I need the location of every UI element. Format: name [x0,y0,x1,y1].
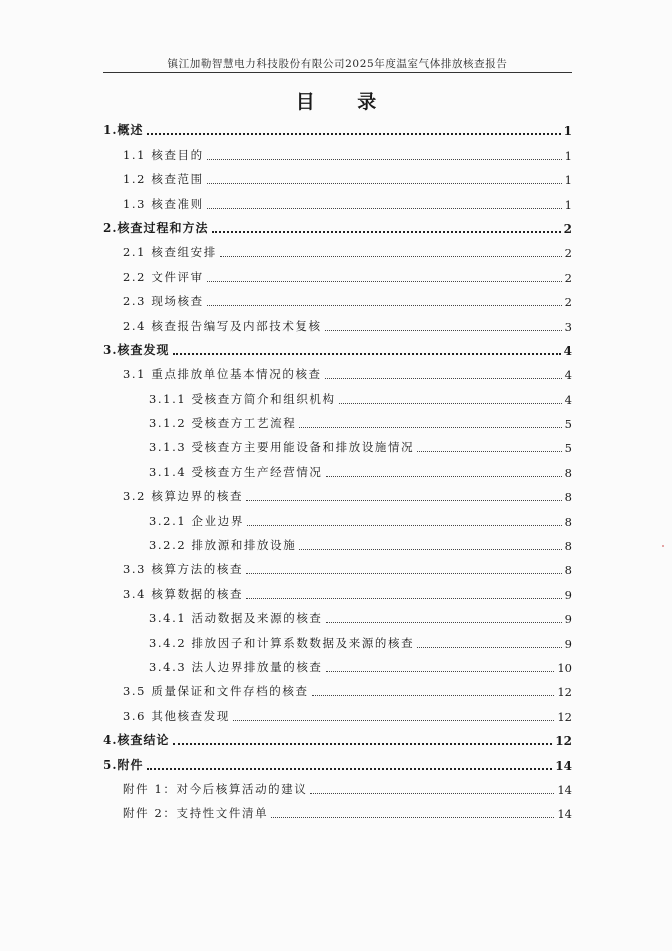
toc-entry-page-number: 9 [564,587,572,602]
toc-entry-page-number: 12 [557,685,572,700]
dot-leader [207,159,562,160]
margin-mark [662,545,664,547]
toc-entry-page-number: 8 [564,465,572,480]
toc-entry-page-number: 8 [564,563,572,578]
dot-leader [207,208,562,209]
toc-entry[interactable] [103,602,572,626]
toc-entry-page-number: 14 [557,807,572,822]
dot-leader [147,133,561,135]
dot-leader [326,671,555,672]
toc-entry-page-number: 2 [564,270,572,285]
dot-leader [173,353,561,355]
toc-entry-page-number: 2 [564,246,572,261]
toc-entry-page-number: 14 [555,758,572,773]
toc-entry-label: 2.1 核查组安排 [123,245,217,260]
header-divider [103,72,572,73]
dot-leader [220,256,562,257]
toc-entry[interactable] [103,455,572,479]
toc-entry-label: 3.2.2 排放源和排放设施 [149,538,297,553]
dot-leader [212,231,561,233]
dot-leader [326,622,562,623]
dot-leader [246,598,562,599]
toc-entry-page-number: 1 [563,124,572,139]
dot-leader [233,720,554,721]
toc-entry[interactable] [103,309,572,333]
toc-entry-page-number: 1 [564,197,572,212]
toc-entry-label: 2.3 现场核查 [123,294,204,309]
toc-entry[interactable] [103,358,572,382]
toc-entry[interactable] [103,651,572,675]
toc-entry-page-number: 4 [564,392,572,407]
toc-entry-label: 3.4.2 排放因子和计算系数数据及来源的核查 [149,635,415,650]
toc-entry[interactable] [103,212,572,236]
dot-leader [246,500,562,501]
toc-entry[interactable] [103,407,572,431]
toc-entry[interactable] [103,797,572,821]
dot-leader [417,647,561,648]
toc-entry-label: 1.概述 [103,123,144,138]
toc-entry-page-number: 5 [564,417,572,432]
toc-entry-label: 5.附件 [103,757,144,772]
dot-leader [310,793,554,794]
dot-leader [147,768,553,770]
toc-entry-label: 3.4 核算数据的核查 [123,586,244,601]
toc-entry-page-number: 8 [564,539,572,554]
toc-entry-label: 3.2.1 企业边界 [149,513,244,528]
toc-entry-page-number: 5 [564,441,572,456]
toc-entry[interactable] [103,480,572,504]
toc-entry-label: 4.核查结论 [103,733,170,748]
toc-title: 目 录 [295,91,395,113]
toc-entry-label: 3.1.2 受核查方工艺流程 [149,416,297,431]
toc-entry-page-number: 2 [564,295,572,310]
toc-entry[interactable] [103,699,572,723]
toc-entry[interactable] [103,114,572,138]
toc-entry-label: 3.3 核算方法的核查 [123,562,244,577]
toc-entry-label: 1.2 核查范围 [123,172,204,187]
dot-leader [207,305,562,306]
toc-entry-page-number: 1 [564,173,572,188]
toc-entry-label: 3.4.1 活动数据及来源的核查 [149,611,323,626]
toc-entry-page-number: 4 [563,343,572,358]
toc-entry-page-number: 3 [564,319,572,334]
toc-entry-page-number: 12 [555,734,572,749]
running-header: 镇江加勒智慧电力科技股份有限公司2025年度温室气体排放核查报告 [167,58,508,70]
dot-leader [325,378,562,379]
toc-entry[interactable] [103,163,572,187]
toc-entry-label: 3.1.4 受核查方生产经营情况 [149,464,323,479]
toc-entry[interactable] [103,285,572,309]
toc-entry-page-number: 14 [557,782,572,797]
toc-entry[interactable] [103,431,572,455]
toc-entry[interactable] [103,187,572,211]
toc-entry[interactable] [103,553,572,577]
toc-entry-label: 3.4.3 法人边界排放量的核查 [149,659,323,674]
toc-entry-page-number: 4 [564,368,572,383]
dot-leader [271,817,554,818]
toc-entry-label: 1.3 核查准则 [123,196,204,211]
dot-leader [299,549,561,550]
toc-entry-label: 3.5 质量保证和文件存档的核查 [123,684,309,699]
toc-entry[interactable] [103,529,572,553]
toc-entry-label: 2.2 文件评审 [123,269,204,284]
dot-leader [299,427,561,428]
dot-leader [326,476,562,477]
dot-leader [207,281,562,282]
toc-entry[interactable] [103,626,572,650]
toc-entry-page-number: 12 [557,709,572,724]
toc-entry-label: 3.6 其他核查发现 [123,708,230,723]
dot-leader [325,330,562,331]
toc-entry[interactable] [103,504,572,528]
toc-entry-label: 3.核查发现 [103,342,170,357]
toc-entry-label: 1.1 核查目的 [123,147,204,162]
toc-entry-label: 附件 1：对今后核算活动的建议 [123,781,308,796]
dot-leader [247,525,562,526]
toc-entry-label: 3.1 重点排放单位基本情况的核查 [123,367,322,382]
dot-leader [339,403,562,404]
toc-entry[interactable] [103,334,572,358]
toc-entry-label: 附件 2：支持性文件清单 [123,806,269,821]
toc-entry-page-number: 8 [564,514,572,529]
toc-entry-page-number: 2 [563,221,572,236]
toc-entry[interactable] [103,138,572,162]
toc-entry-label: 2.核查过程和方法 [103,220,209,235]
toc-entry-label: 3.1.1 受核查方简介和组织机构 [149,391,336,406]
dot-leader [417,451,561,452]
toc-entry-label: 2.4 核查报告编写及内部技术复核 [123,318,322,333]
toc-entry-page-number: 1 [564,148,572,163]
toc-entry-label: 3.2 核算边界的核查 [123,489,244,504]
toc-entry[interactable] [103,773,572,797]
dot-leader [246,573,562,574]
toc-entry[interactable] [103,748,572,772]
dot-leader [312,695,555,696]
toc-entry[interactable] [103,724,572,748]
toc-entry-page-number: 9 [564,636,572,651]
toc-entry[interactable] [103,675,572,699]
dot-leader [173,743,553,745]
dot-leader [207,183,562,184]
toc-entry[interactable] [103,236,572,260]
toc-entry-label: 3.1.3 受核查方主要用能设备和排放设施情况 [149,440,415,455]
toc-entry-page-number: 10 [557,660,572,675]
toc-entry-page-number: 9 [564,612,572,627]
toc-entry-page-number: 8 [564,490,572,505]
table-of-contents [103,114,572,821]
toc-entry[interactable] [103,577,572,601]
toc-entry[interactable] [103,382,572,406]
toc-entry[interactable] [103,260,572,284]
